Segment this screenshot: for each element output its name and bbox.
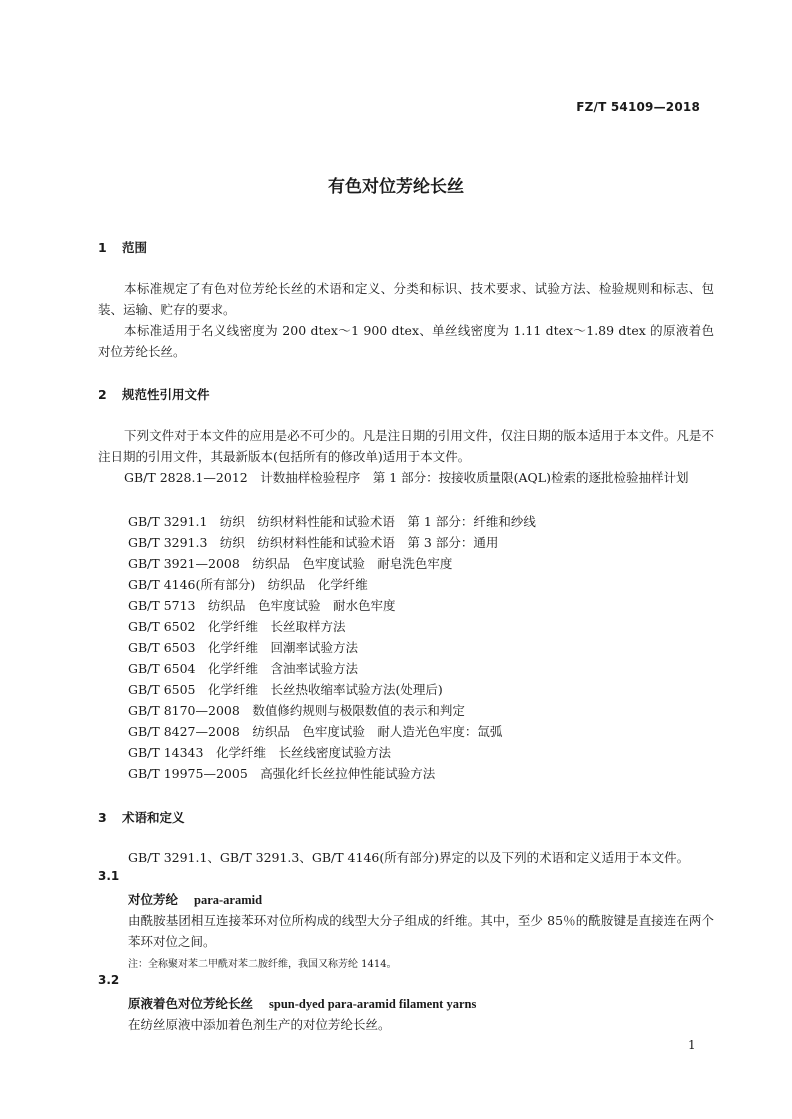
clause-number: 3.2 — [98, 973, 120, 987]
section-number: 2 — [98, 387, 107, 402]
reference-item: GB/T 14343 化学纤维 长丝线密度试验方法 — [128, 745, 391, 760]
reference-item: GB/T 8427—2008 纺织品 色牢度试验 耐人造光色牢度：氙弧 — [128, 724, 503, 739]
section-number: 3 — [98, 810, 107, 825]
term-definition: 由酰胺基团相互连接苯环对位所构成的线型大分子组成的纤维。其中，至少 85％的酰胺键是直接连在两个苯环对位之间。 — [128, 913, 714, 949]
reference-item: GB/T 3291.3 纺织 纺织材料性能和试验术语 第 3 部分：通用 — [128, 535, 499, 550]
reference-item: GB/T 3291.1 纺织 纺织材料性能和试验术语 第 1 部分：纤维和纱线 — [128, 514, 536, 529]
reference-item: GB/T 6503 化学纤维 回潮率试验方法 — [128, 640, 359, 655]
section-title: 术语和定义 — [122, 810, 185, 825]
section-3-heading — [98, 808, 185, 826]
terms-intro: GB/T 3291.1、GB/T 3291.3、GB/T 4146(所有部分)界定的以及下列的术语和定义适用于本文件。 — [128, 850, 690, 865]
term-english: spun-dyed para-aramid filament yarns — [269, 997, 477, 1011]
page-number: 1 — [688, 1038, 696, 1052]
clause-number: 3.1 — [98, 869, 120, 883]
scope-paragraph-2: 本标准适用于名义线密度为 200 dtex～1 900 dtex、单丝线密度为 1.11 dtex～1.89 dtex 的原液着色对位芳纶长丝。 — [98, 323, 714, 359]
term-english: para-aramid — [194, 893, 263, 907]
section-2-heading — [98, 385, 210, 403]
reference-item: GB/T 19975—2005 高强化纤长丝拉伸性能试验方法 — [128, 766, 436, 781]
reference-item: GB/T 4146(所有部分) 纺织品 化学纤维 — [128, 577, 368, 592]
term-chinese: 对位芳纶 — [128, 892, 179, 907]
term-definition: 在纺丝原液中添加着色剂生产的对位芳纶长丝。 — [128, 1017, 391, 1032]
section-1-heading — [98, 238, 147, 256]
term-note: 注：全称聚对苯二甲酰对苯二胺纤维，我国又称芳纶 1414。 — [128, 959, 397, 970]
term-heading — [128, 890, 262, 908]
reference-item: GB/T 8170—2008 数值修约规则与极限数值的表示和判定 — [128, 703, 465, 718]
reference-item: GB/T 3921—2008 纺织品 色牢度试验 耐皂洗色牢度 — [128, 556, 453, 571]
reference-item: GB/T 2828.1—2012 计数抽样检验程序 第 1 部分：按接收质量限(AQL)检索的逐批检验抽样计划 — [124, 470, 689, 485]
references-intro: 下列文件对于本文件的应用是必不可少的。凡是注日期的引用文件，仅注日期的版本适用于本文件。凡是不注日期的引用文件，其最新版本(包括所有的修改单)适用于本文件。 — [98, 428, 714, 464]
reference-item: GB/T 6502 化学纤维 长丝取样方法 — [128, 619, 346, 634]
scope-paragraph-1: 本标准规定了有色对位芳纶长丝的术语和定义、分类和标识、技术要求、试验方法、检验规则和标志、包装、运输、贮存的要求。 — [98, 281, 714, 317]
section-title: 规范性引用文件 — [122, 387, 210, 402]
reference-item: GB/T 6504 化学纤维 含油率试验方法 — [128, 661, 359, 676]
section-number: 1 — [98, 240, 107, 255]
term-heading — [128, 994, 476, 1012]
reference-item: GB/T 6505 化学纤维 长丝热收缩率试验方法(处理后) — [128, 682, 443, 697]
reference-item: GB/T 5713 纺织品 色牢度试验 耐水色牢度 — [128, 598, 396, 613]
document-title: 有色对位芳纶长丝 — [328, 177, 464, 197]
term-chinese: 原液着色对位芳纶长丝 — [128, 996, 254, 1011]
section-title: 范围 — [122, 240, 148, 255]
standard-number: FZ/T 54109—2018 — [576, 100, 700, 114]
